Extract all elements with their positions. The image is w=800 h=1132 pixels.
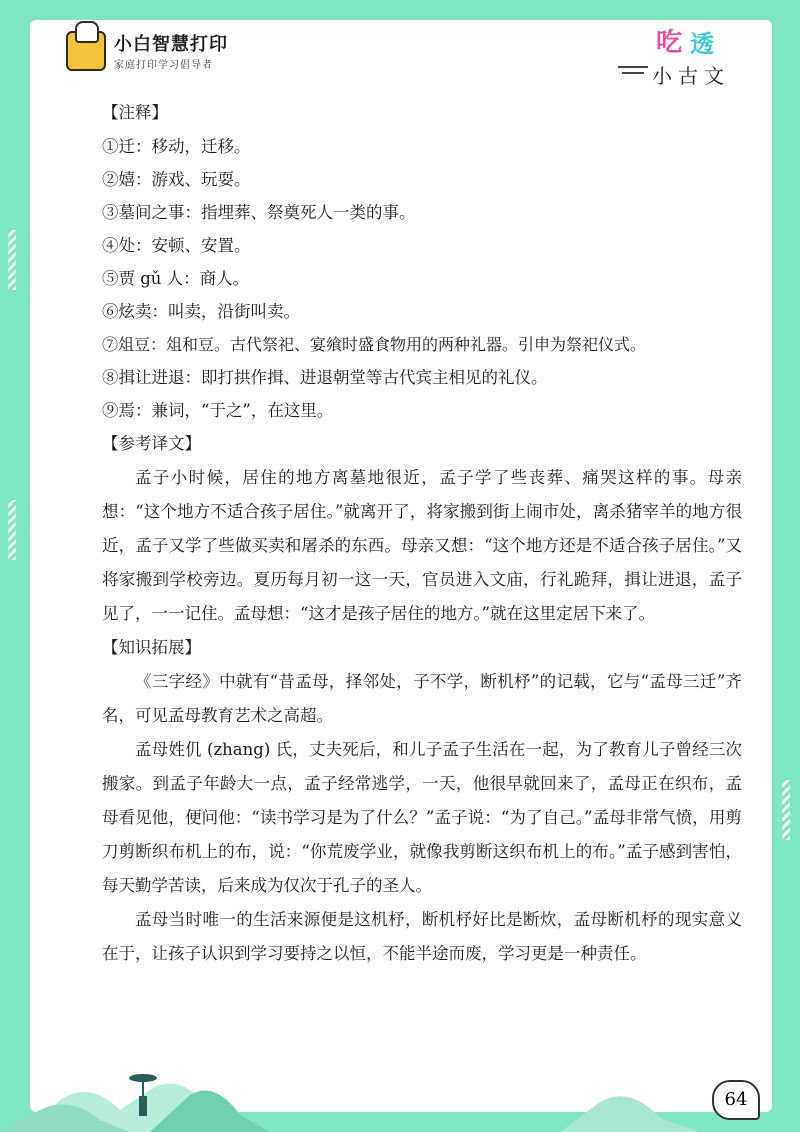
- brand-chi: 吃: [656, 28, 683, 58]
- note-item: ⑥炫卖：叫卖，沿街叫卖。: [102, 302, 300, 321]
- decor-stripe: [782, 780, 790, 840]
- knowledge-heading: 【知识拓展】: [102, 638, 201, 657]
- translation-paragraph: 孟子小时候，居住的地方离墓地很近，孟子学了些丧葬、痛哭这样的事。母亲想：“这个地方不适合孩子居住。”就离开了，将家搬到街上闹市处，离杀猪宰羊的地方很近，孟子又学了些做买卖和屠杀的东西。母亲又想：“这个地方还是不适合孩子居住。”又将家搬到学校旁边。夏历每月初一这一天，官员进入文庙，行礼跪拜，揖让进退，孟子见了，一一记住。孟母想：“这才是孩子居住的地方。”就在这里定居下来了。: [102, 468, 742, 623]
- brand-subtitle: 小古文: [652, 64, 730, 88]
- note-item: ②嬉：游戏、玩耍。: [102, 170, 251, 189]
- landscape-illustration: [0, 1040, 800, 1132]
- note-item: ③墓间之事：指埋葬、祭奠死人一类的事。: [102, 203, 416, 222]
- logo-subtitle: 家庭打印学习倡导者: [114, 60, 213, 71]
- note-item: ①迁：移动，迁移。: [102, 137, 251, 156]
- knowledge-paragraph: 孟母姓仉 (zhang) 氏，丈夫死后，和儿子孟子生活在一起，为了教育儿子曾经三次搬家。到孟子年龄大一点，孟子经常逃学，一天，他很早就回来了，孟母正在织布，孟母看见他，便问他：“读书学习是为了什么？”孟子说：“为了自己。”孟母非常气愤，用剪刀剪断织布机上的布，说：“你荒废学业，就像我剪断这织布机上的布。”孟子感到害怕，每天勤学苦读，后来成为仅次于孔子的圣人。: [102, 740, 742, 895]
- note-item: ④处：安顿、安置。: [102, 236, 251, 255]
- logo-title: 小白智慧打印: [114, 34, 228, 55]
- note-item: ⑤贾 gǔ 人：商人。: [102, 269, 250, 288]
- brand-tou: 透: [690, 30, 714, 58]
- note-item: ⑦俎豆：俎和豆。古代祭祀、宴飨时盛食物用的两种礼器。引申为祭祀仪式。: [102, 335, 647, 354]
- note-item: ⑨焉：兼词，“于之”，在这里。: [102, 401, 334, 420]
- page-number: 64: [712, 1080, 760, 1120]
- note-item: ⑧揖让进退：即打拱作揖、进退朝堂等古代宾主相见的礼仪。: [102, 368, 548, 387]
- printer-logo-icon: [66, 31, 106, 71]
- decor-stripe: [8, 500, 16, 560]
- knowledge-paragraph: 《三字经》中就有“昔孟母，择邻处，子不学，断机杼”的记载，它与“孟母三迁”齐名，可见孟母教育艺术之高超。: [102, 672, 742, 725]
- brand-logo: [66, 30, 228, 71]
- knowledge-paragraph: 孟母当时唯一的生活来源便是这机杼，断机杼好比是断炊，孟母断机杼的现实意义在于，让孩子认识到学习要持之以恒，不能半途而废，学习更是一种责任。: [102, 910, 742, 963]
- series-brand: [618, 22, 748, 88]
- translation-heading: 【参考译文】: [102, 434, 201, 453]
- main-content: [102, 96, 742, 971]
- decor-stripe: [8, 230, 16, 290]
- notes-heading: 【注释】: [102, 103, 168, 122]
